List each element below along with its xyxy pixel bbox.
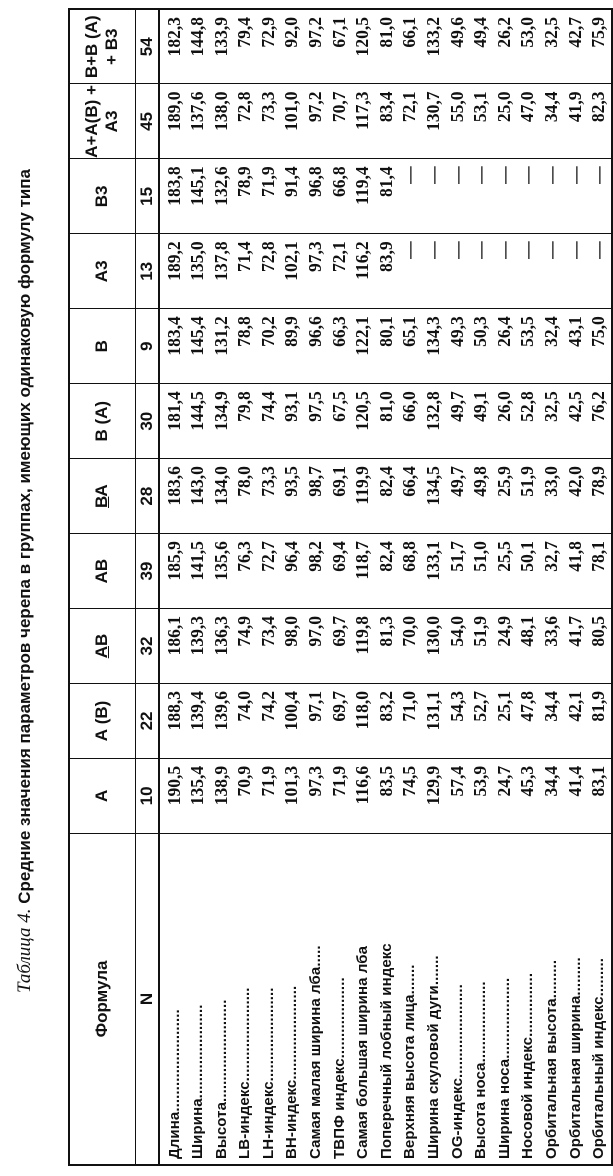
table-cell: 73,4 — [257, 609, 281, 684]
table-cell: 71,4 — [233, 234, 257, 309]
table-cell: 41,8 — [564, 534, 588, 609]
table-cell: 83,2 — [375, 683, 399, 758]
table-cell: 79,8 — [233, 384, 257, 459]
table-cell: 71,0 — [398, 683, 422, 758]
table-cell: — — [493, 159, 517, 234]
table-cell: 70,7 — [328, 84, 352, 159]
table-cell: 134,0 — [210, 459, 234, 534]
parameter-name: Орбитальная ширина......... — [564, 833, 588, 1165]
table-cell: 143,0 — [186, 459, 210, 534]
table-cell: 34,4 — [540, 758, 564, 833]
table-cell: 49,7 — [446, 459, 470, 534]
table-cell: 54,0 — [446, 609, 470, 684]
table-cell: 130,7 — [422, 84, 446, 159]
table-cell: 51,7 — [446, 534, 470, 609]
table-cell: 190,5 — [159, 758, 187, 833]
table-cell: 78,1 — [587, 534, 612, 609]
table-cell: 49,6 — [446, 9, 470, 84]
table-cell: — — [564, 234, 588, 309]
table-cell: 51,9 — [516, 459, 540, 534]
table-cell: 81,3 — [375, 609, 399, 684]
table-cell: — — [422, 159, 446, 234]
formula-header: Формула — [69, 833, 135, 1165]
column-n: 54 — [135, 9, 159, 84]
table-row — [375, 9, 399, 1165]
table-cell: — — [587, 234, 612, 309]
table-cell: 93,1 — [280, 384, 304, 459]
table-cell: 97,2 — [304, 9, 328, 84]
column-n: 45 — [135, 84, 159, 159]
table-cell: 80,1 — [375, 309, 399, 384]
table-cell: 78,0 — [233, 459, 257, 534]
table-cell: 32,5 — [540, 384, 564, 459]
table-cell: 72,1 — [398, 84, 422, 159]
column-header: А (В) — [69, 683, 135, 758]
column-n: 39 — [135, 534, 159, 609]
caption-text: Средние значения параметров черепа в группах, имеющих одинаковую формулу типа — [15, 169, 34, 904]
table-row — [587, 9, 612, 1165]
table-cell: 24,7 — [493, 758, 517, 833]
table-row — [493, 9, 517, 1165]
table-cell: 188,3 — [159, 683, 187, 758]
table-cell: 78,8 — [233, 309, 257, 384]
table-cell: 183,8 — [159, 159, 187, 234]
table-cell: 117,3 — [351, 84, 375, 159]
table-cell: 66,1 — [398, 9, 422, 84]
parameter-name: Верхняя высота лица....... — [398, 833, 422, 1165]
table-cell: — — [398, 159, 422, 234]
table-row — [328, 9, 352, 1165]
column-n: 9 — [135, 309, 159, 384]
column-header: А3 — [69, 234, 135, 309]
table-cell: 69,1 — [328, 459, 352, 534]
table-cell: 119,8 — [351, 609, 375, 684]
table-cell: 68,8 — [398, 534, 422, 609]
parameter-name: BH-индекс...................... — [280, 833, 304, 1165]
parameter-name: OG-индекс...................... — [446, 833, 470, 1165]
table-cell: 32,5 — [540, 9, 564, 84]
table-cell: 137,6 — [186, 84, 210, 159]
table-cell: 74,0 — [233, 683, 257, 758]
table-cell: 96,8 — [304, 159, 328, 234]
table-cell: 139,6 — [210, 683, 234, 758]
table-cell: 144,5 — [186, 384, 210, 459]
parameter-name: Ширина...................... — [186, 833, 210, 1165]
table-cell: — — [398, 234, 422, 309]
table-cell: 79,4 — [233, 9, 257, 84]
table-cell: — — [587, 159, 612, 234]
table-cell: 47,8 — [516, 683, 540, 758]
n-header: N — [135, 833, 159, 1165]
table-row — [186, 9, 210, 1165]
table-cell: 41,9 — [564, 84, 588, 159]
table-cell: 51,9 — [469, 609, 493, 684]
table-cell: 119,9 — [351, 459, 375, 534]
table-cell: 116,2 — [351, 234, 375, 309]
table-cell: 183,6 — [159, 459, 187, 534]
table-cell: 55,0 — [446, 84, 470, 159]
header-formula-row — [69, 9, 135, 1165]
table-cell: 83,1 — [587, 758, 612, 833]
table-cell: 74,4 — [257, 384, 281, 459]
table-cell: 138,0 — [210, 84, 234, 159]
table-cell: — — [516, 234, 540, 309]
table-cell: 71,9 — [257, 758, 281, 833]
table-cell: 74,9 — [233, 609, 257, 684]
table-cell: 50,1 — [516, 534, 540, 609]
table-row — [351, 9, 375, 1165]
table-cell: 73,3 — [257, 459, 281, 534]
table-cell: 135,4 — [186, 758, 210, 833]
table-cell: 69,7 — [328, 609, 352, 684]
table-cell: 186,1 — [159, 609, 187, 684]
table-cell: 34,4 — [540, 84, 564, 159]
table-cell: 81,9 — [587, 683, 612, 758]
column-header — [69, 609, 135, 684]
column-header: А+А(В) + А3 — [69, 84, 135, 159]
parameter-name: Высота носа................... — [469, 833, 493, 1165]
column-header: В3 — [69, 159, 135, 234]
table-cell: 97,5 — [304, 384, 328, 459]
header-n-row — [135, 9, 159, 1165]
table-row — [564, 9, 588, 1165]
table-cell: 72,8 — [233, 84, 257, 159]
table-caption — [6, 26, 44, 1136]
table-cell: 49,1 — [469, 384, 493, 459]
table-cell: 145,1 — [186, 159, 210, 234]
table-cell: 116,6 — [351, 758, 375, 833]
table-cell: 101,0 — [280, 84, 304, 159]
table-cell: 66,0 — [398, 384, 422, 459]
table-cell: 133,2 — [422, 9, 446, 84]
table-cell: 48,1 — [516, 609, 540, 684]
table-row — [398, 9, 422, 1165]
table-cell: 144,8 — [186, 9, 210, 84]
table-cell: 66,8 — [328, 159, 352, 234]
table-cell: 49,7 — [446, 384, 470, 459]
table-cell: 96,6 — [304, 309, 328, 384]
table-row — [469, 9, 493, 1165]
table-cell: 83,9 — [375, 234, 399, 309]
table-cell: 97,2 — [304, 84, 328, 159]
table-cell: 26,4 — [493, 309, 517, 384]
parameter-name: Самая малая ширина лба..... — [304, 833, 328, 1165]
table-row — [210, 9, 234, 1165]
table-cell: 81,0 — [375, 9, 399, 84]
table-cell: 97,3 — [304, 234, 328, 309]
table-cell: 130,0 — [422, 609, 446, 684]
table-cell: 73,3 — [257, 84, 281, 159]
column-n: 10 — [135, 758, 159, 833]
column-n: 28 — [135, 459, 159, 534]
table-cell: 96,4 — [280, 534, 304, 609]
table-cell: 71,9 — [257, 159, 281, 234]
table-cell: — — [469, 159, 493, 234]
table-cell: 81,0 — [375, 384, 399, 459]
table-cell: 185,9 — [159, 534, 187, 609]
parameter-name: Носовой индекс............... — [516, 833, 540, 1165]
table-cell: 118,0 — [351, 683, 375, 758]
table-cell: 26,2 — [493, 9, 517, 84]
table-cell: 91,4 — [280, 159, 304, 234]
table-cell: 53,0 — [516, 9, 540, 84]
table-cell: 33,0 — [540, 459, 564, 534]
table-cell: 97,0 — [304, 609, 328, 684]
column-header-underlined: А — [92, 646, 112, 659]
skull-parameters-table — [68, 8, 613, 1166]
table-cell: — — [540, 159, 564, 234]
table-cell: 72,8 — [257, 234, 281, 309]
column-n: 32 — [135, 609, 159, 684]
parameter-name: Длина........................ — [159, 833, 187, 1165]
table-cell: 131,2 — [210, 309, 234, 384]
table-cell: 93,5 — [280, 459, 304, 534]
column-header: В — [69, 309, 135, 384]
table-cell: 139,4 — [186, 683, 210, 758]
table-cell: 70,9 — [233, 758, 257, 833]
table-cell: 83,4 — [375, 84, 399, 159]
table-cell: 145,4 — [186, 309, 210, 384]
table-cell: 136,3 — [210, 609, 234, 684]
table-row — [304, 9, 328, 1165]
column-header-rest: В — [92, 633, 112, 647]
table-cell: 82,3 — [587, 84, 612, 159]
table-cell: — — [446, 234, 470, 309]
table-cell: 25,9 — [493, 459, 517, 534]
table-cell: 75,0 — [587, 309, 612, 384]
table-cell: 49,8 — [469, 459, 493, 534]
table-cell: 70,2 — [257, 309, 281, 384]
table-cell: 67,5 — [328, 384, 352, 459]
parameter-name: Орбитальный индекс......... — [587, 833, 612, 1165]
table-cell: 134,5 — [422, 459, 446, 534]
table-cell: 53,1 — [469, 84, 493, 159]
column-header: В (А) — [69, 384, 135, 459]
column-n: 15 — [135, 159, 159, 234]
table-cell: 133,9 — [210, 9, 234, 84]
parameter-name: LB-индекс...................... — [233, 833, 257, 1165]
table-cell: 97,3 — [304, 758, 328, 833]
table-cell: 92,0 — [280, 9, 304, 84]
table-cell: 70,0 — [398, 609, 422, 684]
table-cell: 137,8 — [210, 234, 234, 309]
table-cell: 42,5 — [564, 384, 588, 459]
table-cell: 100,4 — [280, 683, 304, 758]
table-cell: — — [493, 234, 517, 309]
table-cell: 65,1 — [398, 309, 422, 384]
table-cell: — — [516, 159, 540, 234]
table-row — [422, 9, 446, 1165]
table-cell: 43,1 — [564, 309, 588, 384]
table-row — [446, 9, 470, 1165]
table-cell: 49,4 — [469, 9, 493, 84]
column-n: 13 — [135, 234, 159, 309]
table-cell: — — [564, 159, 588, 234]
table-cell: 72,7 — [257, 534, 281, 609]
table-cell: 78,9 — [233, 159, 257, 234]
table-cell: — — [446, 159, 470, 234]
table-cell: 98,7 — [304, 459, 328, 534]
table-cell: 32,4 — [540, 309, 564, 384]
table-cell: 41,7 — [564, 609, 588, 684]
table-cell: 133,1 — [422, 534, 446, 609]
table-cell: 82,4 — [375, 459, 399, 534]
table-cell: 42,7 — [564, 9, 588, 84]
table-cell: 183,4 — [159, 309, 187, 384]
column-header: АВ — [69, 534, 135, 609]
table-cell: 98,2 — [304, 534, 328, 609]
parameter-name: Поперечный лобный индекс — [375, 833, 399, 1165]
table-cell: 67,1 — [328, 9, 352, 84]
table-cell: 118,7 — [351, 534, 375, 609]
table-cell: 102,1 — [280, 234, 304, 309]
table-cell: 34,4 — [540, 683, 564, 758]
table-cell: 97,1 — [304, 683, 328, 758]
table-row — [540, 9, 564, 1165]
table-cell: 134,3 — [422, 309, 446, 384]
table-cell: 53,9 — [469, 758, 493, 833]
table-cell: 47,0 — [516, 84, 540, 159]
table-cell: — — [422, 234, 446, 309]
table-cell: 57,4 — [446, 758, 470, 833]
table-cell: 135,6 — [210, 534, 234, 609]
table-cell: 52,7 — [469, 683, 493, 758]
table-cell: 89,9 — [280, 309, 304, 384]
parameter-name: LH-индекс...................... — [257, 833, 281, 1165]
table-cell: 24,9 — [493, 609, 517, 684]
table-cell: 25,5 — [493, 534, 517, 609]
table-cell: 81,4 — [375, 159, 399, 234]
table-cell: 71,9 — [328, 758, 352, 833]
table-cell: 83,5 — [375, 758, 399, 833]
table-cell: 32,7 — [540, 534, 564, 609]
table-cell: 189,0 — [159, 84, 187, 159]
table-row — [516, 9, 540, 1165]
table-cell: 69,4 — [328, 534, 352, 609]
table-cell: 66,3 — [328, 309, 352, 384]
parameter-name: Ширина носа................... — [493, 833, 517, 1165]
parameter-name: Орбитальная высота......... — [540, 833, 564, 1165]
table-cell: 54,3 — [446, 683, 470, 758]
table-cell: 189,2 — [159, 234, 187, 309]
table-cell: 41,4 — [564, 758, 588, 833]
column-header-rest: А — [92, 484, 112, 497]
table-cell: 181,4 — [159, 384, 187, 459]
column-header: В+В (А) + В3 — [69, 9, 135, 84]
table-cell: 80,5 — [587, 609, 612, 684]
table-cell: 45,3 — [516, 758, 540, 833]
table-cell: 75,9 — [587, 9, 612, 84]
table-cell: 120,5 — [351, 384, 375, 459]
table-body — [159, 9, 612, 1165]
table-cell: 138,9 — [210, 758, 234, 833]
table-cell: 119,4 — [351, 159, 375, 234]
parameter-name: Самая большая ширина лба — [351, 833, 375, 1165]
table-cell: 74,5 — [398, 758, 422, 833]
table-cell: 182,3 — [159, 9, 187, 84]
table-cell: 26,0 — [493, 384, 517, 459]
table-cell: — — [469, 234, 493, 309]
table-cell: 72,9 — [257, 9, 281, 84]
table-cell: 53,5 — [516, 309, 540, 384]
table-row — [159, 9, 187, 1165]
table-cell: 42,0 — [564, 459, 588, 534]
table-cell: 25,0 — [493, 84, 517, 159]
table-cell: 74,2 — [257, 683, 281, 758]
table-cell: 50,3 — [469, 309, 493, 384]
table-cell: 135,0 — [186, 234, 210, 309]
column-n: 30 — [135, 384, 159, 459]
table-cell: 122,1 — [351, 309, 375, 384]
table-cell: 131,1 — [422, 683, 446, 758]
column-header — [69, 459, 135, 534]
table-cell: 25,1 — [493, 683, 517, 758]
column-n: 22 — [135, 683, 159, 758]
table-cell: 98,0 — [280, 609, 304, 684]
table-cell: 33,6 — [540, 609, 564, 684]
parameter-name: Ширина скуловой дуги....... — [422, 833, 446, 1165]
column-header: А — [69, 758, 135, 833]
table-cell: 141,5 — [186, 534, 210, 609]
table-cell: 76,2 — [587, 384, 612, 459]
table-cell: 101,3 — [280, 758, 304, 833]
table-cell: 120,5 — [351, 9, 375, 84]
column-header-underlined: В — [92, 496, 112, 508]
table-row — [233, 9, 257, 1165]
caption-lead: Таблица 4. — [14, 908, 35, 993]
table-cell: 76,3 — [233, 534, 257, 609]
table-cell: 139,3 — [186, 609, 210, 684]
table-cell: 72,1 — [328, 234, 352, 309]
table-row — [257, 9, 281, 1165]
parameter-name: ТВПФ индекс................... — [328, 833, 352, 1165]
table-cell: 69,7 — [328, 683, 352, 758]
table-cell: 134,9 — [210, 384, 234, 459]
table-cell: — — [540, 234, 564, 309]
table-cell: 132,6 — [210, 159, 234, 234]
table-cell: 42,1 — [564, 683, 588, 758]
table-cell: 78,9 — [587, 459, 612, 534]
table-cell: 66,4 — [398, 459, 422, 534]
table-cell: 49,3 — [446, 309, 470, 384]
table-cell: 132,8 — [422, 384, 446, 459]
parameter-name: Высота........................ — [210, 833, 234, 1165]
table-cell: 51,0 — [469, 534, 493, 609]
table-cell: 52,8 — [516, 384, 540, 459]
table-cell: 82,4 — [375, 534, 399, 609]
table-cell: 129,9 — [422, 758, 446, 833]
table-row — [280, 9, 304, 1165]
